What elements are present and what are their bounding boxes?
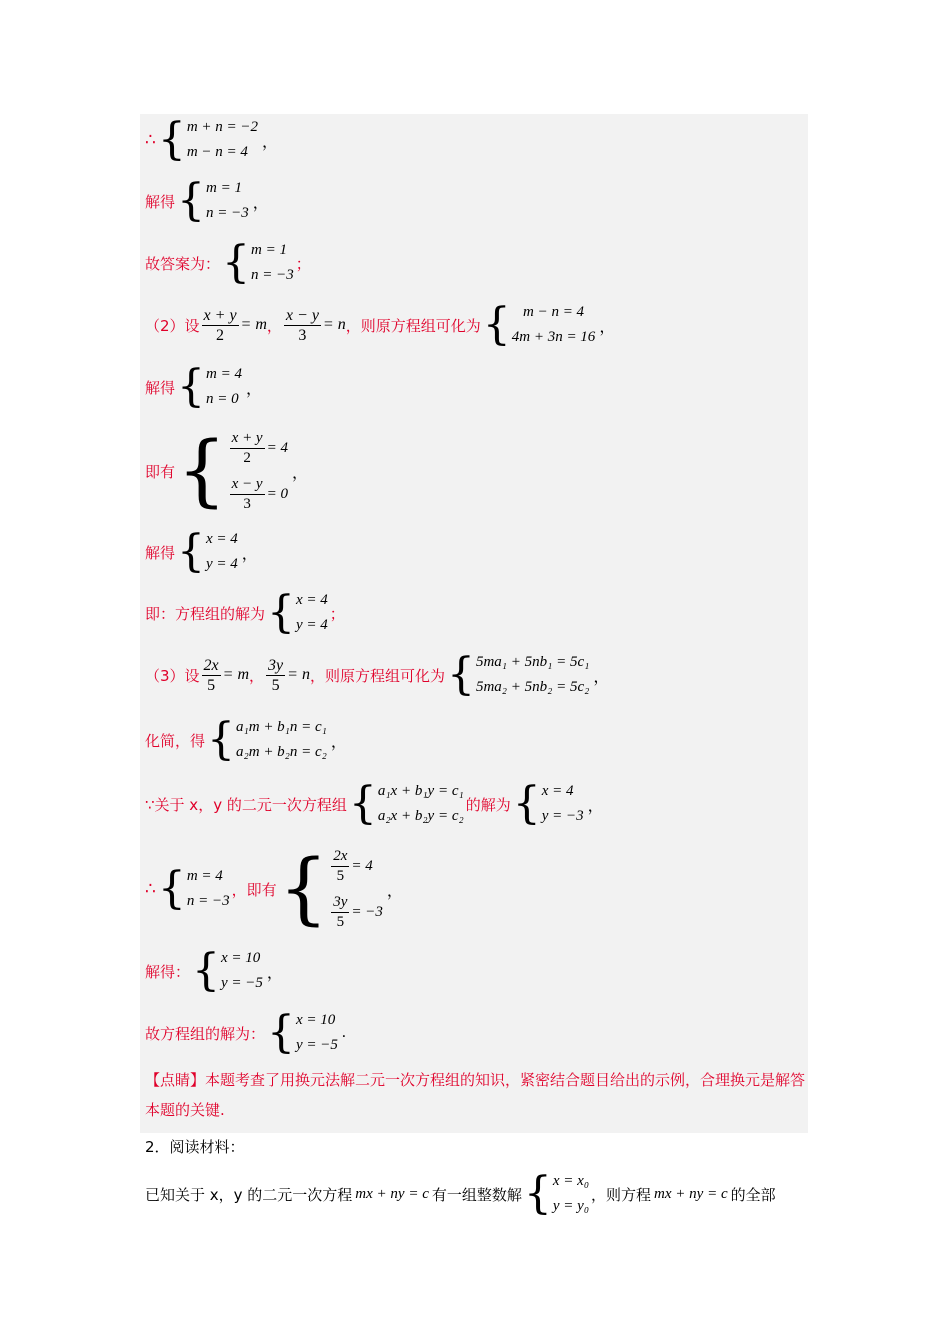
punctuation: ， (599, 318, 616, 336)
numerator: x − y (230, 475, 265, 495)
left-brace: { (446, 649, 475, 700)
left-brace: { (192, 945, 221, 996)
punctuation: ； (329, 604, 345, 623)
label: （2）设 (145, 316, 200, 335)
punctuation: ， (245, 380, 262, 398)
problem-2-text (145, 1166, 776, 1222)
fraction-equation (228, 425, 288, 471)
equation: m − n = 4 (186, 144, 248, 160)
numerator: x − y (285, 306, 319, 324)
punctuation: ， (262, 133, 279, 151)
solution-line-13 (145, 943, 285, 999)
equation: y = −5 (296, 1037, 338, 1053)
solution-line-5 (145, 359, 264, 415)
equation: a₁m + b₁n = c₁ (236, 719, 327, 735)
label: 解得 (145, 378, 176, 397)
equation-system (513, 779, 584, 829)
punctuation: ， (291, 464, 308, 482)
equation: y = y₀ (552, 1198, 590, 1214)
solution-line-10 (145, 712, 349, 768)
equation: m = 1 (251, 242, 287, 258)
equation-system (267, 588, 328, 638)
numerator: 3y (268, 656, 284, 674)
solution-line-4 (145, 297, 617, 353)
label: 故方程组的解为： (145, 1024, 266, 1043)
equation: m = 4 (186, 868, 223, 884)
equation-rhs: = −3 (351, 903, 383, 920)
equation: = n (322, 316, 346, 333)
equation: m + n = −2 (186, 119, 259, 135)
label: 的解为 (465, 795, 511, 814)
solution-line-12 (145, 842, 405, 936)
equation-system (207, 715, 327, 765)
equation: a₂x + b₂y = c₂ (377, 808, 464, 824)
label: 解得： (145, 962, 191, 981)
left-brace: { (157, 114, 186, 165)
equation: mx + ny = c (355, 1185, 429, 1202)
solution-line-14 (145, 1005, 348, 1061)
fraction (202, 656, 221, 695)
denominator: 3 (298, 326, 307, 344)
equation-system (158, 115, 258, 165)
left-brace: { (482, 299, 511, 350)
left-brace: { (512, 778, 541, 829)
solution-line-6 (145, 424, 310, 518)
punctuation: ， (249, 666, 265, 685)
equation: y = −3 (541, 808, 584, 824)
fraction (284, 306, 321, 345)
equation-system (524, 1169, 589, 1219)
equation-system (177, 362, 242, 412)
denominator: 3 (243, 495, 251, 512)
equation: 5ma₂ + 5nb₂ = 5c₂ (475, 679, 590, 695)
fraction (202, 306, 239, 345)
equation: m = 1 (206, 180, 242, 196)
equation: 5ma₁ + 5nb₁ = 5c₁ (475, 654, 590, 670)
problem-text: 已知关于 x，y 的二元一次方程 (145, 1185, 353, 1204)
numerator: x + y (230, 429, 265, 449)
fraction-equation (329, 889, 383, 935)
equation: x = 10 (296, 1012, 336, 1028)
numerator: x + y (203, 306, 237, 324)
label: 解得 (145, 192, 176, 211)
fraction (266, 656, 285, 695)
label: ，即有 (231, 880, 277, 899)
equation-system (177, 176, 249, 226)
left-brace: { (207, 714, 236, 765)
therefore-symbol: ∴ (145, 879, 156, 899)
left-brace: { (348, 778, 377, 829)
left-brace: { (278, 844, 329, 934)
fraction-equation (228, 471, 288, 517)
equation: m = 4 (206, 366, 242, 382)
punctuation: ， (587, 797, 604, 815)
punctuation: ， (386, 882, 403, 900)
solution-line-1 (145, 112, 280, 168)
label: 故答案为： (145, 254, 221, 273)
solution-line-9 (145, 647, 611, 703)
equation-system (158, 864, 230, 914)
numerator: 2x (203, 656, 219, 674)
equation: a₁x + b₁y = c₁ (377, 783, 464, 799)
equation-system (222, 238, 294, 288)
equation: n = 0 (206, 391, 239, 407)
equation-system (483, 300, 596, 350)
equation-system (177, 425, 288, 517)
left-brace: { (177, 526, 206, 577)
therefore-symbol: ∴ (145, 130, 156, 150)
fraction-equation (329, 843, 383, 889)
punctuation: ， (252, 194, 269, 212)
fraction (230, 429, 265, 468)
equation: = m (240, 316, 267, 333)
denominator: 2 (216, 326, 225, 344)
solution-line-11 (145, 776, 606, 832)
label: 即：方程组的解为 (145, 604, 266, 623)
label: ，则原方程组可化为 (309, 666, 445, 685)
equation: y = 4 (206, 556, 238, 572)
punctuation: ， (266, 316, 282, 335)
left-brace: { (177, 361, 206, 412)
left-brace: { (157, 863, 186, 914)
problem-text: 有一组整数解 (431, 1185, 522, 1204)
equation-system (177, 527, 238, 577)
equation-system (349, 779, 464, 829)
label: ∵关于 x，y 的二元一次方程组 (145, 795, 347, 814)
numerator: 2x (331, 847, 349, 867)
problem-2-title: 2．阅读材料： (145, 1137, 245, 1156)
denominator: 5 (207, 676, 216, 694)
equation-system (267, 1008, 338, 1058)
denominator: 5 (336, 913, 345, 930)
solution-line-8 (145, 585, 345, 641)
label: 化简，得 (145, 731, 206, 750)
equation-system (279, 843, 383, 935)
denominator: 5 (336, 867, 345, 884)
equation: x = 4 (206, 531, 238, 547)
fraction (331, 893, 349, 932)
punctuation: ， (266, 964, 283, 982)
equation: x = x₀ (552, 1173, 590, 1189)
punctuation: ； (295, 254, 311, 273)
left-brace: { (267, 587, 296, 638)
equation-rhs: = 0 (266, 485, 288, 502)
equation: = m (222, 666, 250, 683)
solution-line-7 (145, 524, 260, 580)
equation: 4m + 3n = 16 (511, 329, 596, 345)
equation: n = −3 (206, 205, 249, 221)
fraction (230, 475, 265, 514)
left-brace: { (222, 237, 251, 288)
label: 解得 (145, 543, 176, 562)
equation-system (447, 650, 589, 700)
left-brace: { (267, 1007, 296, 1058)
label: ，则原方程组可化为 (345, 316, 481, 335)
punctuation: ， (330, 733, 347, 751)
label: （3）设 (145, 666, 200, 685)
solution-line-2 (145, 173, 271, 229)
left-brace: { (523, 1168, 552, 1219)
equation: n = −3 (186, 893, 230, 909)
denominator: 2 (243, 449, 251, 466)
equation: x = 4 (296, 592, 328, 608)
numerator: 3y (331, 893, 349, 913)
label: 即有 (145, 462, 176, 481)
equation: n = −3 (251, 267, 294, 283)
left-brace: { (177, 426, 227, 516)
problem-text: 的全部 (730, 1185, 776, 1204)
punctuation: ， (241, 545, 258, 563)
fraction (331, 847, 349, 886)
equation: x = 4 (541, 783, 574, 799)
equation-rhs: = 4 (351, 857, 373, 874)
key-point-comment: 【点睛】本题考查了用换元法解二元一次方程组的知识，紧密结合题目给出的示例，合理换元是解答本题的关键. (145, 1071, 806, 1119)
left-brace: { (177, 175, 206, 226)
punctuation: . (341, 1024, 346, 1041)
equation-rhs: = 4 (266, 439, 288, 456)
equation: a₂m + b₂n = c₂ (236, 744, 327, 760)
equation: y = 4 (296, 617, 328, 633)
equation: = n (287, 666, 310, 683)
equation: m − n = 4 (522, 304, 585, 320)
equation: y = −5 (221, 975, 263, 991)
equation-system (192, 946, 263, 996)
equation: x = 10 (221, 950, 261, 966)
problem-text: ，则方程 (591, 1185, 652, 1204)
solution-line-3 (145, 235, 311, 291)
equation: mx + ny = c (654, 1185, 728, 1202)
denominator: 5 (271, 676, 280, 694)
punctuation: ， (593, 668, 610, 686)
